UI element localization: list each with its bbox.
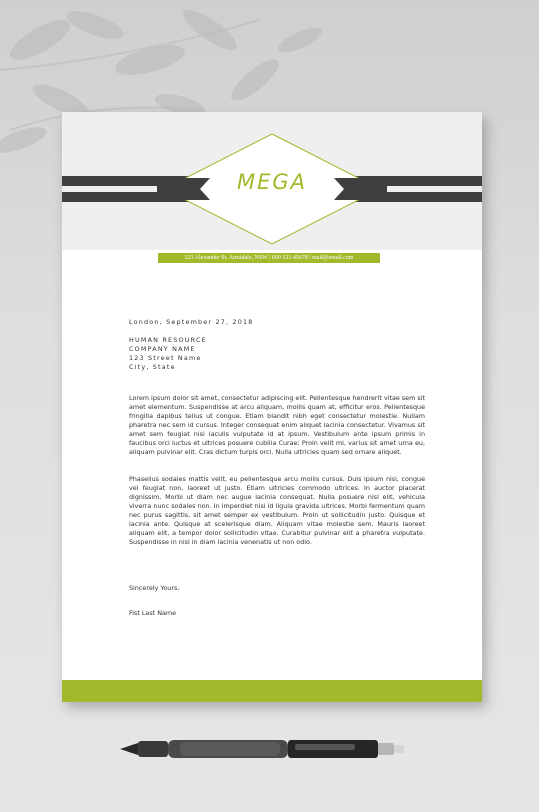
closing-text: Sincerely Yours,: [129, 584, 180, 592]
contact-bar: 123 Alexander St. Armidale, NSW | 000 123 45678 | mail@email.com: [158, 253, 380, 263]
recipient-line: 123 Street Name: [129, 354, 202, 362]
recipient-line: City, State: [129, 363, 176, 371]
signature-name: Fist Last Name: [129, 609, 177, 617]
recipient-address: [129, 336, 425, 372]
company-logo: MEGA: [236, 170, 308, 194]
recipient-line: HUMAN RESOURCE: [129, 336, 207, 344]
body-paragraph: Phasellus sodales mattis velit, eu pellentesque arcu mollis cursus. Duis ipsum nisi, congue vel feugiat non, laoreet ut justo. Etiam ultricies commodo ultrices. In auctor placerat dignissim. Morbi ut diam nec augue lacinia consequat. Nulla posuere nisl elit, vehicula viverra nunc sodales non. In imperdiet nisi id ligula gravida ultrices. Morbi fermentum quam nec purus sagittis, sit amet semper ex vestibulum. Proin ut sollicitudin justo. Quisque et lacinia ante. Quisque at scelerisque diam. Aliquam vitae molestie sem. Mauris laoreet aliquam elit, a tempor dolor sollicitudin vitae. Curabitur pulvinar elit a pharetra vulputate. Suspendisse in nisl in diam lacinia venenatis ut non odio.: [129, 475, 425, 546]
body-paragraph: Lorem ipsum dolor sit amet, consectetur adipiscing elit. Pellentesque hendrerit vitae sem sit amet elementum. Suspendisse at arcu aliquam, mollis quam at, efficitur eros. Pellentesque fringilla dapibus tellus ut congue. Etiam blandit nibh eget consectetur molestie. Nullam pharetra nec sem id cursus. Integer consequat enim aliquet lacinia consectetur. Vivamus sit amet sem feugiat nisi iaculis vulputate id at ipsum. Vestibulum ante ipsum primis in faucibus orci luctus et ultrices posuere cubilia Curae; Proin velit mi, varius sit amet urna eu, aliquam pulvinar elit. Cras dictum turpis orci. Nulla ultricies quam sed ornare aliquet.: [129, 394, 425, 456]
footer-band: [62, 680, 482, 702]
pen-image: [120, 734, 410, 764]
letterhead-page: [62, 112, 482, 702]
recipient-line: COMPANY NAME: [129, 345, 196, 353]
letter-date: London, September 27, 2018: [129, 318, 254, 326]
